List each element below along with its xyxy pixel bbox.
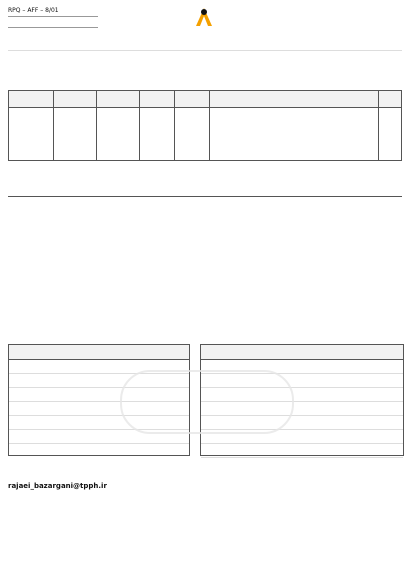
email-link[interactable]: rajaei_bazargani@tpph.ir xyxy=(8,482,107,490)
legal-field[interactable] xyxy=(9,388,189,402)
item-quantity xyxy=(175,108,210,161)
addressee-line xyxy=(102,52,402,62)
col-description xyxy=(210,91,379,108)
person-field[interactable] xyxy=(201,430,403,444)
item-total-price[interactable] xyxy=(54,108,97,161)
legal-field[interactable] xyxy=(9,374,189,388)
row-no xyxy=(379,108,402,161)
legal-field[interactable] xyxy=(9,402,189,416)
item-description xyxy=(210,108,379,161)
items-table xyxy=(8,90,402,161)
fill-section-title xyxy=(162,332,402,342)
person-field[interactable] xyxy=(201,388,403,402)
person-field[interactable] xyxy=(201,416,403,430)
phone-text xyxy=(130,482,402,492)
item-unit xyxy=(140,108,175,161)
contact-address xyxy=(8,458,402,480)
col-unit-price xyxy=(97,91,140,108)
person-field[interactable] xyxy=(201,374,403,388)
item-brand[interactable] xyxy=(9,108,54,161)
real-person-heading xyxy=(201,345,403,360)
person-field[interactable] xyxy=(201,402,403,416)
real-person-box xyxy=(200,344,404,456)
footer-text xyxy=(8,562,402,572)
col-unit xyxy=(140,91,175,108)
col-quantity xyxy=(175,91,210,108)
person-field[interactable] xyxy=(201,444,403,458)
signature-left xyxy=(8,506,188,556)
intro-paragraph xyxy=(8,64,402,86)
legal-field[interactable] xyxy=(9,430,189,444)
notes-list xyxy=(8,290,402,330)
divider xyxy=(8,50,402,51)
legal-field[interactable] xyxy=(9,360,189,374)
form-header xyxy=(8,6,402,50)
legal-entity-box xyxy=(8,344,190,456)
signature-right xyxy=(222,506,402,556)
item-unit-price[interactable] xyxy=(97,108,140,161)
items-table-header xyxy=(9,91,402,108)
notes-title xyxy=(282,278,402,288)
person-field[interactable] xyxy=(201,360,403,374)
col-total-price xyxy=(54,91,97,108)
org-name xyxy=(128,30,282,50)
small-print xyxy=(8,198,402,208)
legal-field[interactable] xyxy=(9,416,189,430)
terms-list xyxy=(8,210,402,276)
fax-text xyxy=(8,494,402,504)
legal-entity-heading xyxy=(9,345,189,360)
ref-code: RPQ – AFF – 8/01 xyxy=(8,6,98,17)
power-plant-logo-icon xyxy=(190,6,218,28)
date-label xyxy=(8,17,98,28)
grand-total-line xyxy=(8,186,402,197)
table-row xyxy=(9,108,402,161)
col-brand xyxy=(9,91,54,108)
col-row-no xyxy=(379,91,402,108)
reference-block xyxy=(8,6,98,28)
